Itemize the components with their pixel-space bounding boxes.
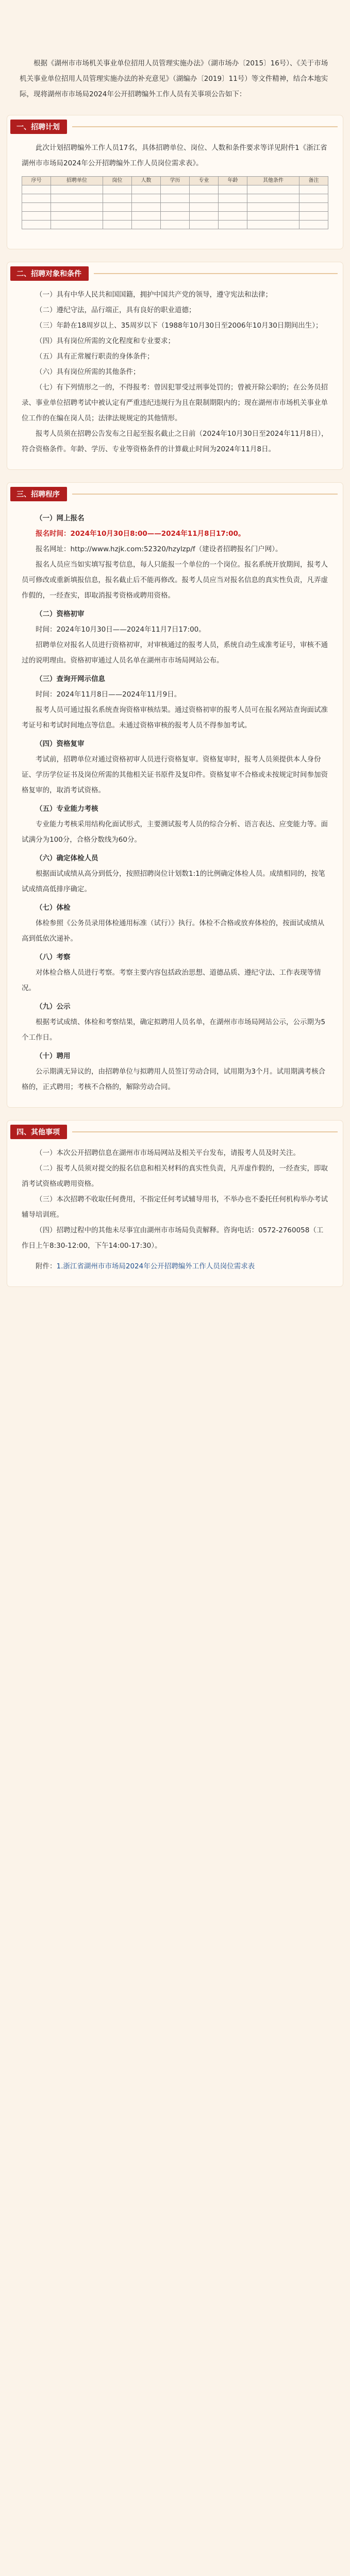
- step-text: 时间：2024年11月8日——2024年11月9日。: [36, 690, 181, 699]
- attachment-line: [22, 1259, 328, 1274]
- condition-item: 报考人员须在招聘公告发布之日起至报名截止之日前（2024年10月30日至2024年11月8日），符合资格条件。年龄、学历、专业等资格条件的计算截止时间为2024年11月8日。: [22, 430, 328, 453]
- step-text: 报名人员应当如实填写报考信息，每人只能报一个单位的一个岗位。报名系统开放期间，报考人员可修改或重新填报信息，报名截止后不能再修改。报考人员应当对报名信息的真实性负责，凡弄虚作假的，一经查实，即取消报考资格或聘用资格。: [22, 561, 328, 600]
- table-row: [22, 185, 328, 194]
- section-conditions: [7, 262, 343, 469]
- table-header: 序号: [22, 177, 51, 185]
- step-heading: （六）确定体检人员: [36, 854, 98, 862]
- table-header: 备注: [299, 177, 328, 185]
- section-divider: [72, 126, 338, 127]
- step-heading: （四）资格复审: [36, 740, 85, 748]
- step-text: 报名网址：http://www.hzjk.com:52320/hzylzp/f（建设者招聘报名门户网）。: [36, 545, 282, 553]
- step-heading: （七）体检: [36, 904, 71, 912]
- section-procedure: [7, 483, 343, 1107]
- section-title: 三、招聘程序: [10, 487, 67, 501]
- step-text: 报名时间：2024年10月30日8:00——2024年11月8日17:00。: [36, 530, 245, 538]
- step-heading: （八）考察: [36, 953, 71, 961]
- step-heading: （五）专业能力考核: [36, 805, 98, 813]
- section-header: [7, 1121, 343, 1143]
- attachment-link[interactable]: 1.浙江省湖州市市场局2024年公开招聘编外工作人员岗位需求表: [56, 1262, 255, 1270]
- table-header: 专业: [189, 177, 218, 185]
- step-text: 时间：2024年10月30日——2024年11月7日17:00。: [36, 625, 206, 634]
- section-header: [7, 262, 343, 285]
- step-text: 专业能力考核采用结构化面试形式，主要测试报考人员的综合分析、语言表达、应变能力等。面试满分为100分，合格分数线为60分。: [22, 820, 328, 844]
- table-row: [22, 221, 328, 229]
- attachment-label: 附件：: [36, 1262, 57, 1270]
- table-row: [22, 194, 328, 203]
- other-item: （四）招聘过程中的其他未尽事宜由湖州市市场局负责解释。咨询电话：0572-2760058（工作日上午8:30-12:00，下午14:00-17:30）。: [22, 1226, 324, 1250]
- section-header: [7, 115, 343, 138]
- section-header: [7, 483, 343, 505]
- table-header: 其他条件: [247, 177, 299, 185]
- step-heading: （一）网上报名: [36, 514, 85, 522]
- table-header: 学历: [160, 177, 189, 185]
- top-banner-space: [0, 0, 350, 52]
- table-header: 人数: [131, 177, 160, 185]
- table-row: [22, 212, 328, 221]
- table-header: 年龄: [219, 177, 247, 185]
- section-title: 四、其他事项: [10, 1125, 67, 1139]
- other-item: （二）报考人员须对提交的报名信息和相关材料的真实性负责，凡弄虚作假的，一经查实，即取消考试资格或聘用资格。: [22, 1164, 328, 1188]
- condition-item: （三）年龄在18周岁以上、35周岁以下（1988年10月30日至2006年10月30日期间出生）；: [36, 321, 323, 330]
- step-text: 根据考试成绩、体检和考察结果，确定拟聘用人员名单，在湖州市市场局网站公示，公示期为5个工作日。: [22, 1018, 326, 1042]
- section-paragraph: 此次计划招聘编外工作人员17名，具体招聘单位、岗位、人数和条件要求等详见附件1《浙江省湖州市市场局2024年公开招聘编外工作人员岗位需求表》。: [22, 144, 327, 167]
- condition-item: （六）具有岗位所需的其他条件；: [36, 368, 140, 376]
- section-divider: [72, 494, 338, 495]
- section-divider: [94, 273, 338, 274]
- step-heading: （二）资格初审: [36, 610, 85, 618]
- other-item: （一）本次公开招聘信息在湖州市市场局网站及相关平台发布，请报考人员及时关注。: [36, 1149, 300, 1157]
- table-header: 岗位: [103, 177, 131, 185]
- step-text: 考试前，招聘单位对通过资格初审人员进行资格复审。资格复审时，报考人员须提供本人身份证、学历学位证书及岗位所需的其他相关证书原件及复印件。资格复审不合格或未按规定时间参加资格复审的，取消考试资格。: [22, 755, 328, 794]
- step-text: 体检参照《公务员录用体检通用标准（试行）》执行。体检不合格或放弃体检的，按面试成绩从高到低依次递补。: [22, 919, 325, 943]
- step-heading: （九）公示: [36, 1003, 71, 1011]
- step-text: 招聘单位对报名人员进行资格初审，对审核通过的报考人员，系统自动生成准考证号，审核不通过的说明理由。资格初审通过人员名单在湖州市市场局网站公布。: [22, 641, 328, 665]
- section-title: 一、招聘计划: [10, 120, 67, 134]
- other-item: （三）本次招聘不收取任何费用，不指定任何考试辅导用书，不举办也不委托任何机构举办考试辅导培训班。: [22, 1195, 328, 1219]
- step-text: 报考人员可通过报名系统查询资格审核结果。通过资格初审的报考人员可在报名网站查询面试准考证号和考试时间地点等信息。未通过资格审核的报考人员不得参加考试。: [22, 706, 328, 730]
- section-divider: [72, 1131, 338, 1132]
- section-plan: [7, 115, 343, 249]
- step-heading: （三）查询开网示信息: [36, 675, 105, 683]
- step-text: 公示期满无异议的，由招聘单位与拟聘用人员签订劳动合同，试用期为3个月。试用期满考核合格的，正式聘用；考核不合格的，解除劳动合同。: [22, 1067, 326, 1091]
- table-header: 招聘单位: [51, 177, 103, 185]
- intro-paragraph: 根据《湖州市市场机关事业单位招用人员管理实施办法》（湖市场办〔2015〕16号）、《关于市场机关事业单位招用人员管理实施办法的补充意见》（湖编办〔2019〕11号）等文件精神，结合本地实际，现将湖州市市场局2024年公开招聘编外工作人员有关事项公告如下：: [20, 59, 328, 98]
- recruitment-table: [22, 176, 328, 229]
- condition-item: （一）具有中华人民共和国国籍，拥护中国共产党的领导，遵守宪法和法律；: [36, 291, 272, 299]
- section-title: 二、招聘对象和条件: [10, 266, 89, 281]
- section-other: [7, 1121, 343, 1286]
- step-text: 根据面试成绩从高分到低分，按照招聘岗位计划数1:1的比例确定体检人员。成绩相同的，按笔试成绩高低排序确定。: [22, 870, 325, 893]
- condition-item: （七）有下列情形之一的，不得报考：曾因犯罪受过刑事处罚的；曾被开除公职的；在公务员招录、事业单位招聘考试中被认定有严重违纪违规行为且在限制期限内的；现在湖州市市场机关事业单位工作的在编在岗人员；法律法规规定的其他情形。: [22, 383, 328, 422]
- condition-item: （四）具有岗位所需的文化程度和专业要求；: [36, 337, 175, 345]
- step-heading: （十）聘用: [36, 1052, 71, 1060]
- condition-item: （五）具有正常履行职责的身体条件；: [36, 352, 154, 361]
- table-row: [22, 203, 328, 212]
- step-text: 对体检合格人员进行考察。考察主要内容包括政治思想、道德品质、遵纪守法、工作表现等情况。: [22, 969, 321, 992]
- condition-item: （二）遵纪守法，品行端正，具有良好的职业道德；: [36, 306, 196, 314]
